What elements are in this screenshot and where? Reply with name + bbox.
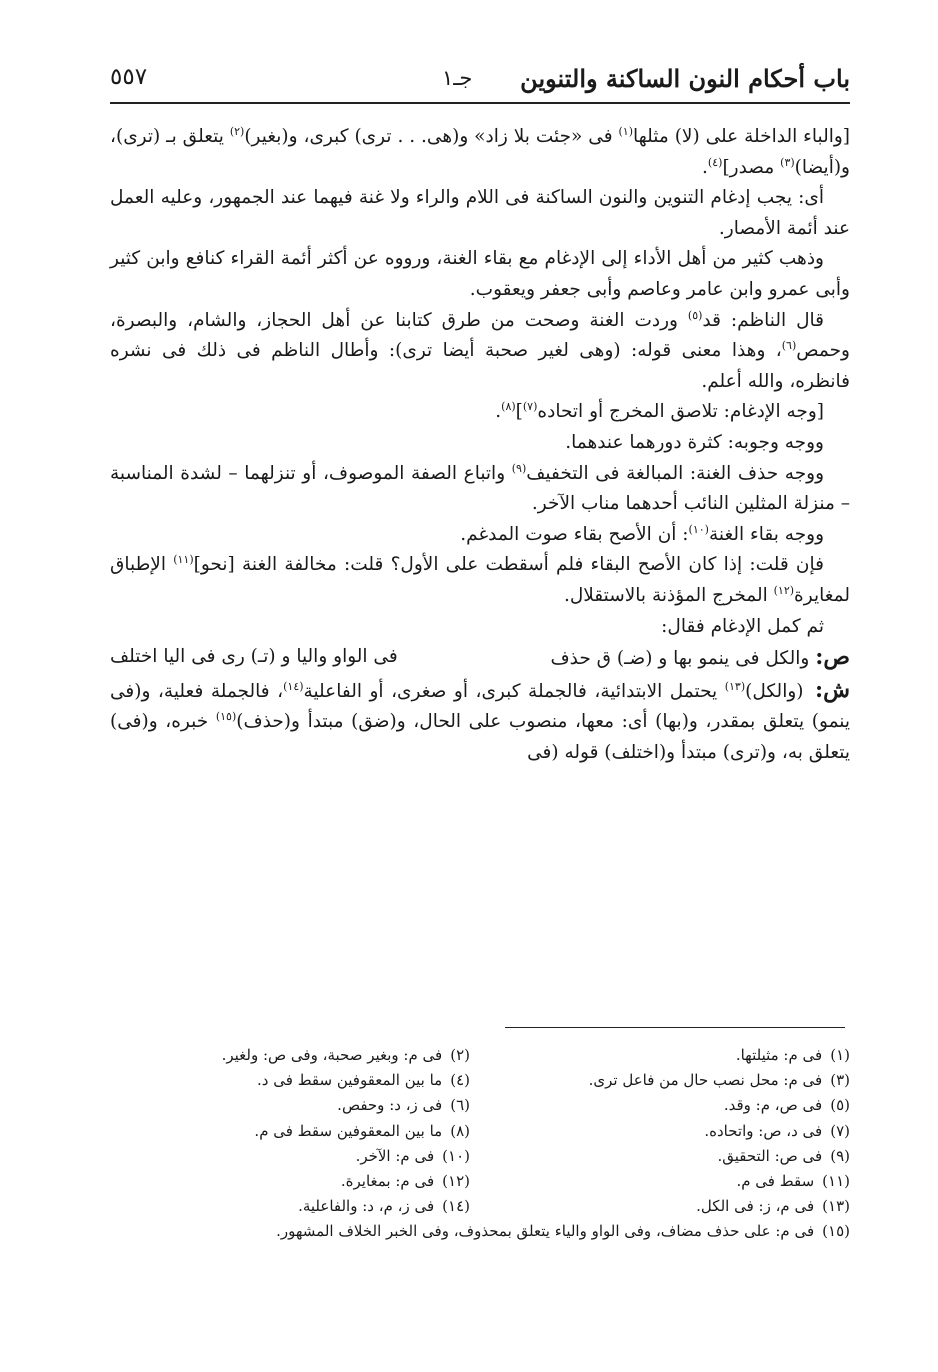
header-rule [110, 102, 850, 104]
footnote-10: (١٠)فى م: الآخر. [355, 1146, 470, 1165]
paragraph-3: وذهب كثير من أهل الأداء إلى الإدغام مع بقاء الغنة، ورووه عن أكثر أئمة القراء كنافع وابن كثير وأبى عمرو وابن عامر وعاصم وأبى جعفر ويعقوب. [110, 248, 850, 300]
paragraph-7: ووجه حذف الغنة: المبالغة فى التخفيف$^{(٩)}$ واتباع الصفة الموصوف، أو تنزلهما – لشدة المناسبة – منزلة المثلين النائب أحدهما مناب الآخر. [110, 461, 850, 515]
paragraph-5: [وجه الإدغام: تلاصق المخرج أو اتحاده$^{(٧)}$]$^{(٨)}$. [495, 400, 824, 423]
footnote-3: (٣)فى م: محل نصب حال من فاعل ترى. [588, 1071, 850, 1090]
footnote-rule [505, 1027, 845, 1028]
paragraph-6: ووجه وجوبه: كثرة دورهما عندهما. [565, 431, 824, 453]
footnote-9: (٩)فى ص: التحقيق. [717, 1146, 850, 1165]
paragraph-2: أى: يجب إدغام التنوين والنون الساكنة فى اللام والراء ولا غنة فيهما عند الجمهور، وعليه العمل عند أئمة الأمصار. [110, 187, 850, 239]
footnote-1: (١)فى م: مثيلتها. [735, 1046, 850, 1064]
paragraph-1: [والباء الداخلة على (لا) مثلها$^{(١)}$ فى «جئت بلا زاد» و(هى. . . ترى) كبرى، و(بغير)$^{(٢)}$ يتعلق بـ (ترى)، و(أيضا)$^{(٣)}$ مصدر]$^{(٤)}$. [110, 124, 851, 178]
verse-line [110, 642, 850, 675]
verse-mark: ص: [815, 644, 850, 671]
paragraph-commentary: ش: (والكل)$^{(١٣)}$ يحتمل الابتدائية، فالجملة كبرى، أو صغرى، أو الفاعلية$^{(١٤)}$، فالجملة فعلية، و(فى ينمو) يتعلق بمقدر، و(بها) أى: معها، منصوب على الحال، و(ضق) مبتدأ و(حذف)$^{(١٥)}$ خبره، و(فى) يتعلق به، و(ترى) مبتدأ و(اختلف) قوله (فى [110, 676, 850, 763]
footnote-15: (١٥)فى م: على حذف مضاف، وفى الواو والياء يتعلق بمحذوف، وفى الخبر الخلاف المشهور. [276, 1222, 850, 1241]
footnote-4: (٤)ما بين المعقوفين سقط فى د. [257, 1071, 470, 1090]
footnotes [110, 1043, 850, 1245]
commentary-mark: ش: [815, 676, 850, 703]
paragraph-9: فإن قلت: إذا كان الأصح البقاء فلم أسقطت على الأول؟ قلت: مخالفة الغنة [نحو]$^{(١١)}$ الإطباق لمغايرة$^{(١٢)}$ المخرج المؤذنة بالاستقلال. [110, 553, 850, 606]
chapter-title: باب أحكام النون الساكنة والتنوين [520, 64, 850, 93]
footnote-13: (١٣)فى م، ز: فى الكل. [696, 1197, 850, 1216]
footnote-2: (٢)فى م: وبغير صحبة، وفى ص: ولغير. [221, 1046, 470, 1064]
verse-second-hemistich: فى الواو واليا و (تـ) رى فى اليا اختلف [110, 646, 398, 668]
volume-label: جـ١ [442, 66, 473, 90]
footnote-7: (٧)فى د، ص: واتحاده. [704, 1121, 850, 1140]
footnote-8: (٨)ما بين المعقوفين سقط فى م. [254, 1121, 470, 1140]
footnote-11: (١١)سقط فى م. [736, 1172, 850, 1191]
paragraph-4: قال الناظم: قد$^{(٥)}$ وردت الغنة وصحت من طرق كتابنا عن أهل الحجاز، والشام، والبصرة، وحمص$^{(٦)}$، وهذا معنى قوله: (وهى لغير صحبة أيضا ترى): وأطال الناظم فى ذلك فى نشره فانظره، والله أعلم. [110, 308, 850, 392]
footnote-12: (١٢)فى م: بمغايرة. [340, 1172, 470, 1191]
page-header [110, 60, 850, 100]
verse-first-hemistich: ص:والكل فى ينمو بها و (ضـ) ق حذف [550, 644, 850, 671]
footnote-5: (٥)فى ص، م: وقد. [723, 1096, 850, 1115]
main-text [110, 122, 850, 768]
paragraph-10: ثم كمل الإدغام فقال: [661, 615, 824, 637]
footnote-14: (١٤)فى ز، م، د: والفاعلية. [298, 1197, 470, 1216]
footnote-grid [110, 1043, 850, 1219]
page-number: ٥٥٧ [110, 64, 148, 90]
paragraph-8: ووجه بقاء الغنة$^{(١٠)}$: أن الأصح بقاء صوت المدغم. [460, 522, 824, 545]
footnote-6: (٦)فى ز، د: وحفص. [337, 1096, 470, 1115]
